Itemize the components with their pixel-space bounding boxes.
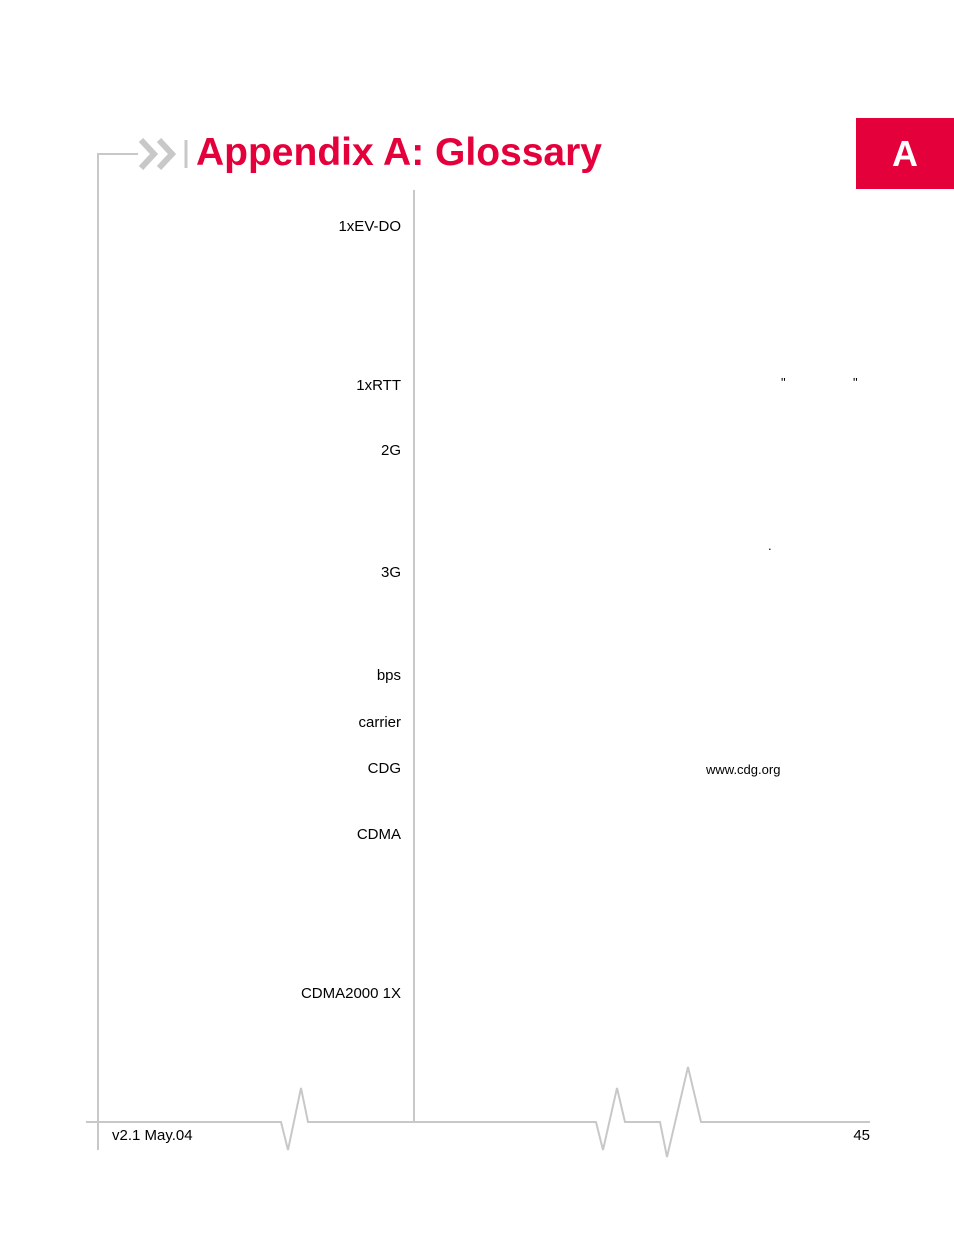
glossary-term-cdg: CDG [367,760,401,777]
glossary-term-1xev-do: 1xEV-DO [338,218,401,235]
footer-pulse-line [86,1067,870,1157]
glossary-term-bps: bps [376,667,401,684]
cdg-url-link[interactable]: www.cdg.org [706,762,781,777]
left-frame-line [98,154,138,1150]
definition-period: . [768,538,772,553]
glossary-term-1xrtt: 1xRTT [356,377,401,394]
glossary-term-cdma2000-1x: CDMA2000 1X [300,985,401,1002]
footer-version: v2.1 May.04 [112,1127,193,1144]
footer-page-number: 45 [853,1127,870,1144]
definition-quote-open: " [781,375,786,390]
glossary-term-cdma: CDMA [356,826,401,843]
glossary-term-2g: 2G [380,442,401,459]
definition-quote-close: " [853,375,858,390]
glossary-term-3g: 3G [380,564,401,581]
chapter-title: Appendix A: Glossary [196,131,602,174]
glossary-term-carrier: carrier [358,714,401,731]
chapter-tab: A [856,118,954,189]
chevron-arrows-icon [141,140,186,168]
